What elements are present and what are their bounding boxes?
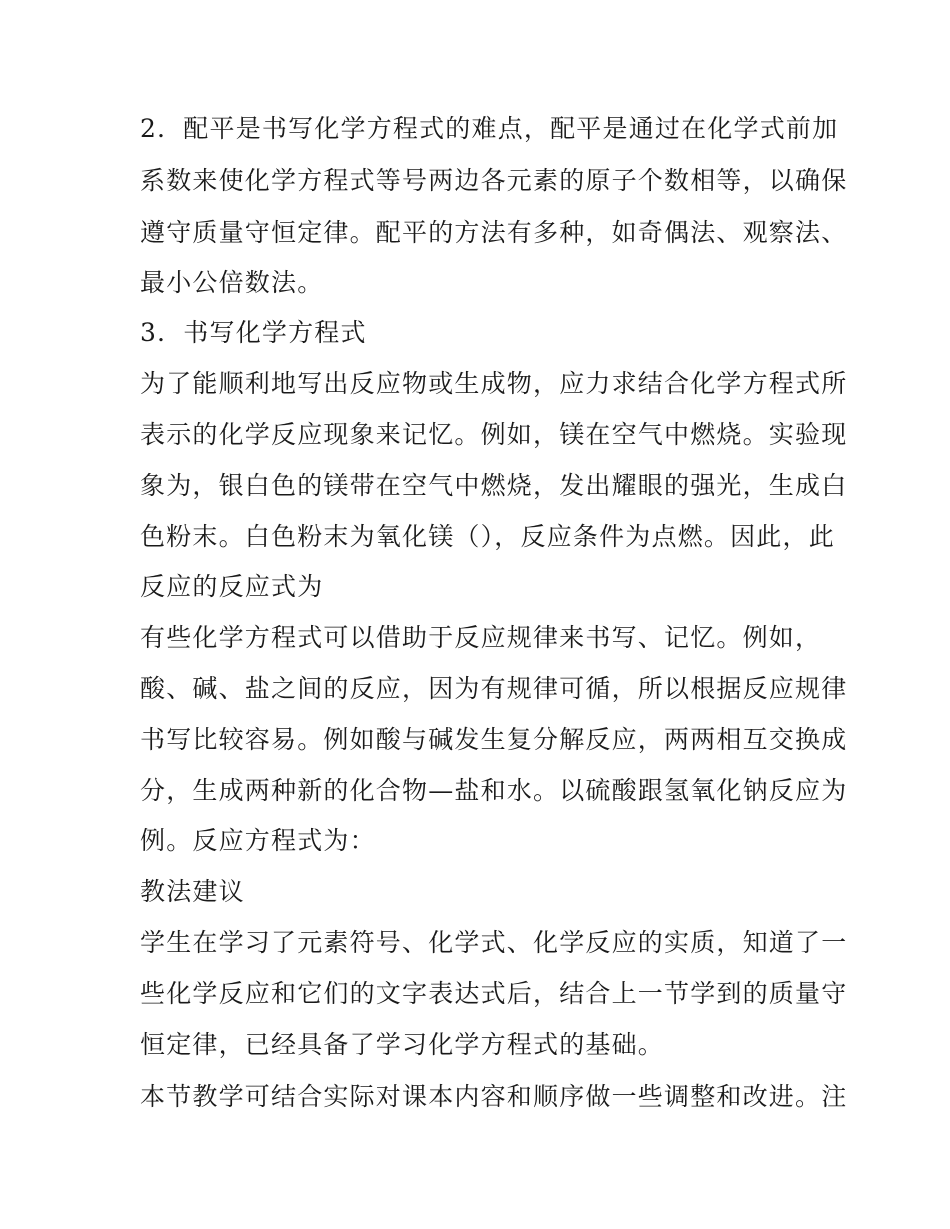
- text-line: 象为，银白色的镁带在空气中燃烧，发出耀眼的强光，生成白: [140, 471, 848, 500]
- text-line: 有些化学方程式可以借助于反应规律来书写、记忆。例如，: [140, 623, 822, 652]
- text-line: 反应的反应式为: [140, 572, 324, 601]
- text-line: 本节教学可结合实际对课本内容和顺序做一些调整和改进。注: [140, 1082, 848, 1111]
- text-line: 2．配平是书写化学方程式的难点，配平是通过在化学式前加: [140, 114, 839, 143]
- text-line: 系数来使化学方程式等号两边各元素的原子个数相等，以确保: [140, 166, 848, 195]
- text-line: 恒定律，已经具备了学习化学方程式的基础。: [140, 1030, 665, 1059]
- text-line: 遵守质量守恒定律。配平的方法有多种，如奇偶法、观察法、: [140, 218, 848, 247]
- text-line: 分，生成两种新的化合物—盐和水。以硫酸跟氢氧化钠反应为: [140, 776, 848, 805]
- text-line: 学生在学习了元素符号、化学式、化学反应的实质，知道了一: [140, 928, 848, 957]
- section-heading: 3．书写化学方程式: [140, 318, 367, 347]
- text-line: 例。反应方程式为：: [140, 826, 376, 855]
- text-line: 最小公倍数法。: [140, 268, 324, 297]
- text-line: 书写比较容易。例如酸与碱发生复分解反应，两两相互交换成: [140, 725, 848, 754]
- text-line: 色粉末。白色粉末为氧化镁（），反应条件为点燃。因此，此: [140, 522, 835, 551]
- section-heading: 教法建议: [140, 877, 245, 906]
- text-line: 表示的化学反应现象来记忆。例如，镁在空气中燃烧。实验现: [140, 420, 848, 449]
- text-line: 为了能顺利地写出反应物或生成物，应力求结合化学方程式所: [140, 369, 848, 398]
- text-line: 酸、碱、盐之间的反应，因为有规律可循，所以根据反应规律: [140, 674, 848, 703]
- text-line: 些化学反应和它们的文字表达式后，结合上一节学到的质量守: [140, 979, 848, 1008]
